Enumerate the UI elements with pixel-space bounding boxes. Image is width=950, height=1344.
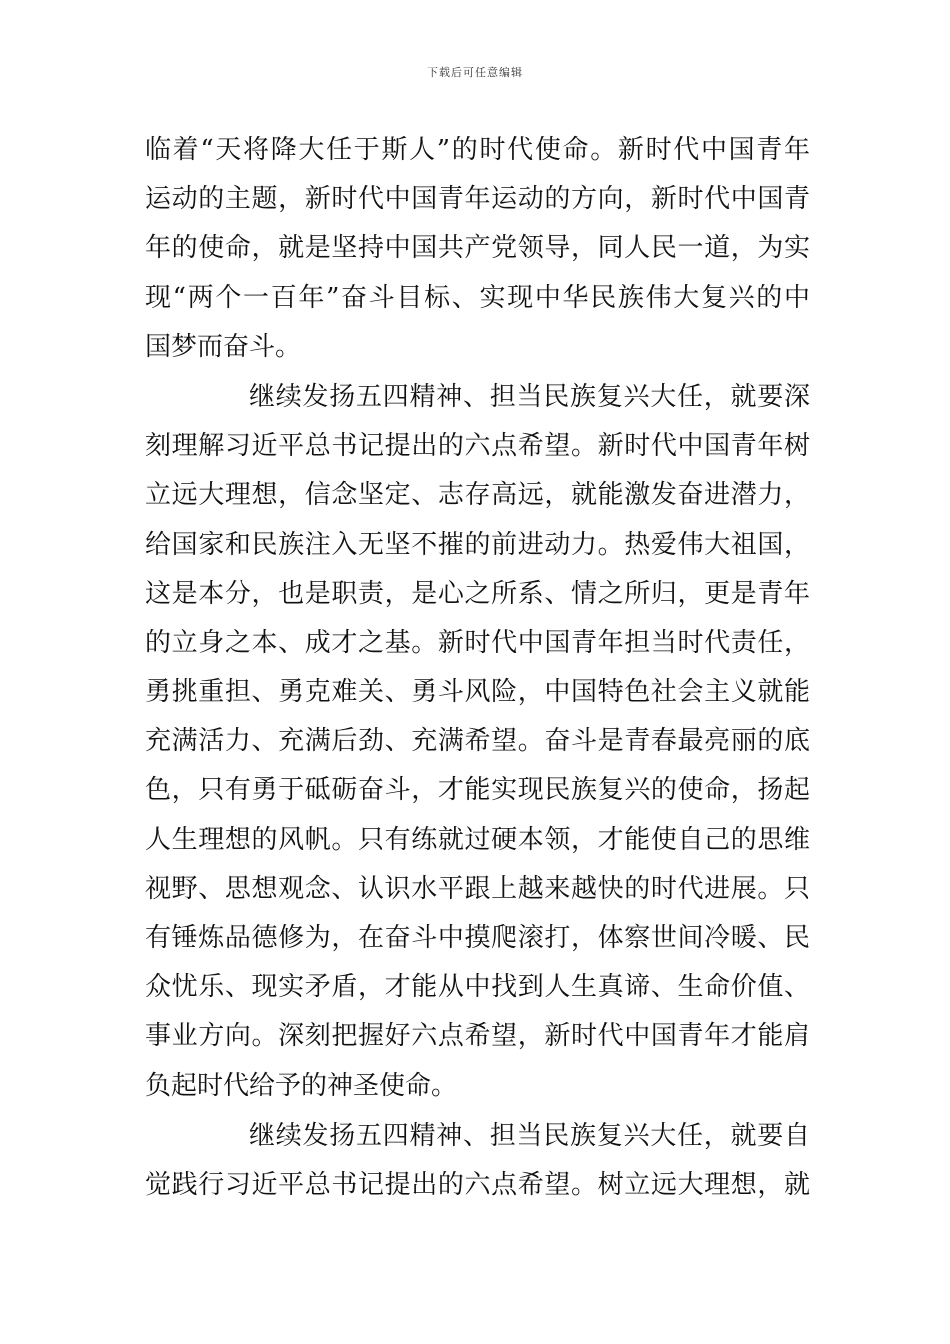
text-line: 充满活力、充满后劲、充满希望。奋斗是青春最亮丽的底 [145, 726, 810, 757]
text-line: 给国家和民族注入无坚不摧的前进动力。热爱伟大祖国， [145, 529, 810, 560]
text-line: 刻理解习近平总书记提出的六点希望。新时代中国青年树 [145, 431, 810, 462]
text-line: 继续发扬五四精神、担当民族复兴大任，就要自 [249, 1120, 810, 1151]
text-line: 继续发扬五四精神、担当民族复兴大任，就要深 [249, 381, 810, 412]
document-body [145, 126, 810, 1210]
text-line: 众忧乐、现实矛盾，才能从中找到人生真谛、生命价值、 [145, 972, 810, 1003]
paragraph [145, 1112, 810, 1210]
text-line: 事业方向。深刻把握好六点希望，新时代中国青年才能肩 [145, 1021, 810, 1052]
text-line: 的立身之本、成才之基。新时代中国青年担当时代责任， [145, 627, 810, 658]
text-line: 色，只有勇于砥砺奋斗，才能实现民族复兴的使命，扬起 [145, 775, 810, 806]
text-line: 视野、思想观念、认识水平跟上越来越快的时代进展。只 [145, 873, 810, 904]
text-line: 国梦而奋斗。 [145, 331, 302, 362]
text-line: 现“两个一百年”奋斗目标、实现中华民族伟大复兴的中 [145, 282, 810, 313]
text-line: 年的使命，就是坚持中国共产党领导，同人民一道，为实 [145, 233, 810, 264]
text-line: 觉践行习近平总书记提出的六点希望。树立远大理想，就 [145, 1169, 810, 1200]
text-line: 立远大理想，信念坚定、志存高远，就能激发奋进潜力， [145, 480, 810, 511]
text-line: 负起时代给予的神圣使命。 [145, 1070, 458, 1101]
paragraph [145, 373, 810, 1111]
text-line: 有锤炼品德修为，在奋斗中摸爬滚打，体察世间冷暖、民 [145, 923, 810, 953]
text-line: 这是本分，也是职责，是心之所系、情之所归，更是青年 [145, 578, 810, 609]
page-header-note: 下载后可任意编辑 [427, 66, 523, 79]
paragraph [145, 126, 810, 372]
text-line: 勇挑重担、勇克难关、勇斗风险，中国特色社会主义就能 [145, 677, 810, 708]
text-line: 运动的主题，新时代中国青年运动的方向，新时代中国青 [145, 184, 810, 215]
text-line: 人生理想的风帆。只有练就过硬本领，才能使自己的思维 [145, 824, 810, 855]
text-line: 临着“天将降大任于斯人”的时代使命。新时代中国青年 [145, 135, 810, 165]
